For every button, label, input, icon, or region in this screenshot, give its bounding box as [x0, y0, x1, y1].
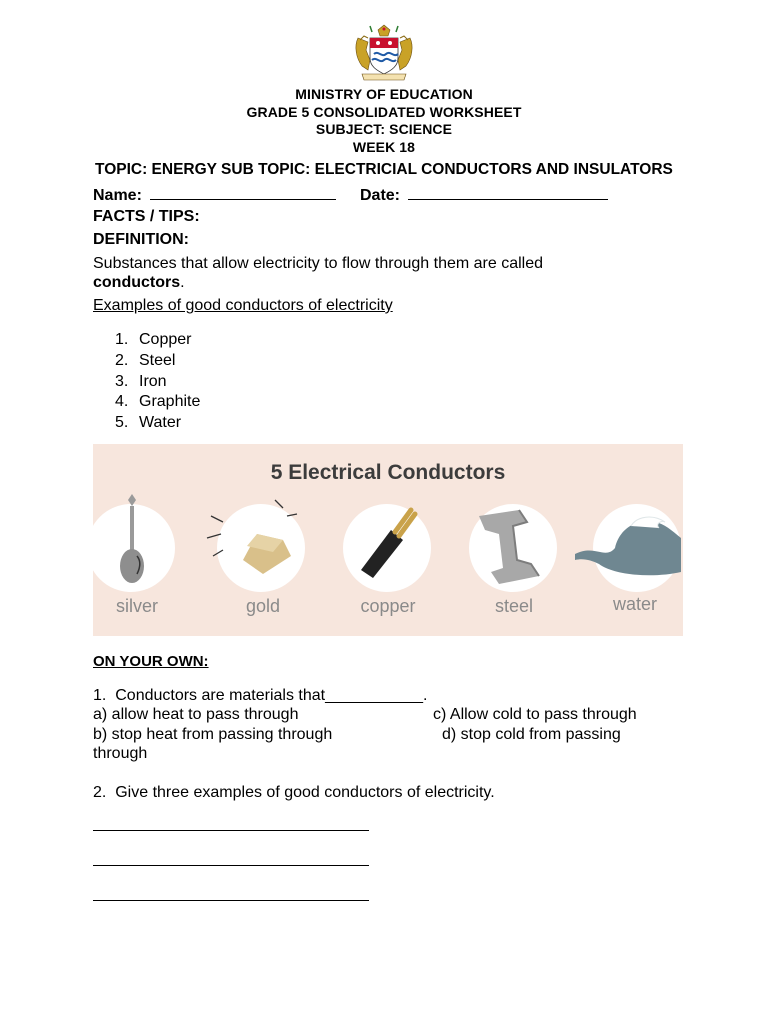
- list-item: 4. Graphite: [115, 393, 201, 411]
- definition-term: conductors: [93, 274, 181, 291]
- question-2-number: 2.: [93, 784, 107, 801]
- question-1: [93, 687, 427, 705]
- definition-sentence: Substances that allow electricity to flow through them are called: [93, 255, 544, 272]
- option-c: c) Allow cold to pass through: [433, 706, 637, 723]
- option-b: b) stop heat from passing through: [93, 726, 333, 743]
- list-item: 5. Water: [115, 414, 182, 432]
- list-item: 1. Copper: [115, 331, 192, 348]
- answer-line[interactable]: [93, 900, 369, 901]
- topic-title: TOPIC: ENERGY SUB TOPIC: ELECTRICIAL CONDUCTORS AND INSULATORS: [95, 161, 673, 178]
- facts-label: FACTS / TIPS:: [93, 208, 200, 225]
- silver-circle: [93, 504, 175, 592]
- water-label: water: [612, 594, 657, 614]
- question-1-text: Conductors are materials that___________.: [115, 687, 428, 704]
- gold-bar-icon: [217, 504, 305, 592]
- worksheet-title: GRADE 5 CONSOLIDATED WORKSHEET: [246, 104, 522, 120]
- gold-circle: [217, 504, 305, 592]
- on-your-own-heading: ON YOUR OWN:: [93, 653, 209, 670]
- option-a: a) allow heat to pass through: [93, 706, 299, 723]
- steel-beam-icon: [469, 504, 557, 592]
- question-2-text: Give three examples of good conductors of electricity.: [115, 784, 495, 801]
- steel-circle: [469, 504, 557, 592]
- copper-circle: [343, 504, 431, 592]
- silver-label: silver: [115, 596, 158, 616]
- answer-line[interactable]: [93, 865, 369, 866]
- ministry-title: MINISTRY OF EDUCATION: [295, 86, 473, 102]
- list-item: 2. Steel: [115, 351, 176, 369]
- option-d: d) stop cold from passing: [442, 726, 621, 743]
- list-item: 3. Iron: [115, 372, 167, 390]
- steel-label: steel: [494, 596, 534, 616]
- copper-label: copper: [360, 596, 416, 616]
- conductors-infographic: [93, 444, 683, 636]
- question-2: [93, 784, 495, 802]
- subject-title: SUBJECT: SCIENCE: [315, 121, 453, 137]
- wire-icon: [343, 504, 431, 592]
- definition-text: Substances that allow electricity to flow through them are called conductors.: [93, 255, 544, 291]
- wave-icon: [575, 504, 675, 592]
- gold-label: gold: [245, 596, 281, 616]
- date-field[interactable]: [360, 185, 608, 205]
- option-d-continuation: through: [93, 745, 148, 762]
- infographic-title: 5 Electrical Conductors: [270, 461, 506, 484]
- question-1-number: 1.: [93, 687, 107, 704]
- date-label: Date:: [360, 187, 401, 204]
- examples-list: [93, 330, 200, 434]
- week-title: WEEK 18: [352, 139, 416, 155]
- name-field[interactable]: [93, 185, 336, 205]
- spoon-icon: [93, 490, 175, 578]
- answer-line[interactable]: [93, 830, 369, 831]
- name-blank[interactable]: [150, 185, 336, 200]
- examples-heading: Examples of good conductors of electricity: [93, 297, 393, 314]
- definition-label: DEFINITION:: [93, 231, 189, 248]
- date-blank[interactable]: [408, 185, 608, 200]
- name-label: Name:: [93, 187, 142, 204]
- water-circle: [593, 504, 681, 592]
- coat-of-arms-icon: [352, 24, 416, 82]
